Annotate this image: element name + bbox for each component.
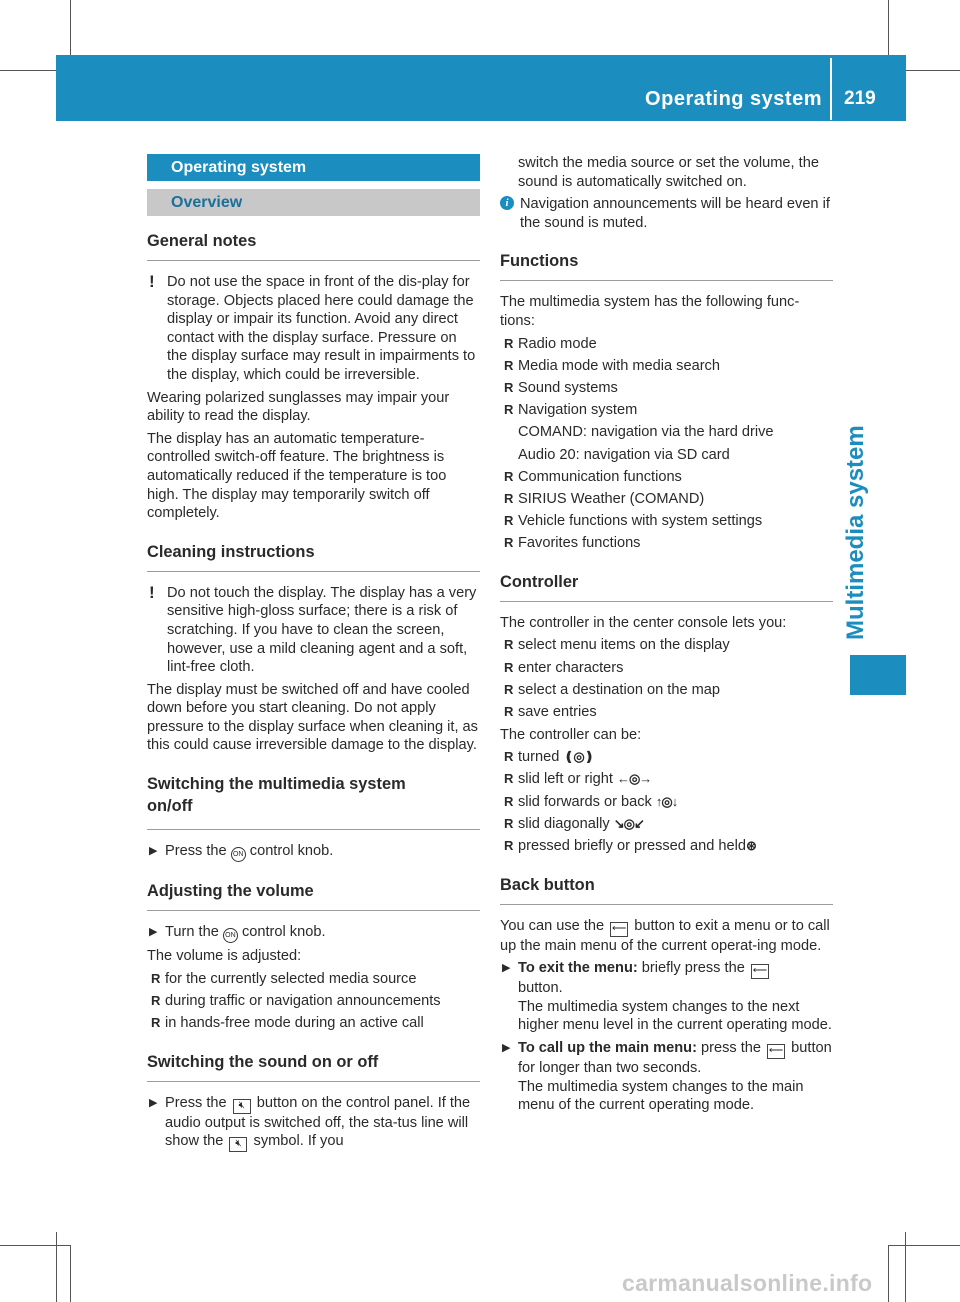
crop-mark <box>56 1232 57 1302</box>
back-icon: ⟵ <box>751 964 769 979</box>
list-item: R Favorites functions <box>504 535 641 552</box>
list-item: R select menu items on the display <box>504 637 730 654</box>
list-item: R slid left or right ←◎→ <box>504 771 652 788</box>
controller-slide-fb-icon: ↑◎↓ <box>655 793 678 809</box>
list-item: R for the currently selected media source <box>151 970 417 987</box>
controller-slide-diagonal-icon: ↘◎↙ <box>613 815 644 831</box>
warning-note: ! Do not use the space in front of the dis-play for storage. Objects placed here could damage the display or impair its function. Avoid any direct contact with the display surface. Pressure on the display surface may result in impairments to the display, which could be irreversible. <box>149 272 476 383</box>
paragraph: The display must be switched off and have cooled down before you start cleaning. Do not apply pressure to the display surface when cleaning it, as this could cause irreversible damage to the display. <box>147 681 478 754</box>
heading-back-button: Back button <box>500 874 833 905</box>
right-column <box>500 154 833 1119</box>
volume-list <box>147 970 480 1033</box>
watermark: carmanualsonline.info <box>622 1270 873 1296</box>
paragraph: The controller can be: <box>500 726 642 743</box>
controller-slide-lr-icon: ←◎→ <box>616 771 652 787</box>
section-title: Operating system <box>147 154 480 181</box>
list-item: R Sound systems <box>504 379 618 396</box>
paragraph: You can use the ⟵ button to exit a menu or to call up the main menu of the current operat-ing mode. <box>500 917 830 954</box>
back-icon: ⟵ <box>767 1044 785 1059</box>
paragraph: Wearing polarized sunglasses may impair your ability to read the display. <box>147 389 450 425</box>
list-subitem: COMAND: navigation via the hard drive <box>518 424 774 441</box>
page-header-title: Operating system <box>645 88 822 110</box>
heading-general-notes: General notes <box>147 230 480 261</box>
instruction-step: ▶ Turn the ON control knob. <box>147 923 480 943</box>
paragraph: The controller in the center console lets you: <box>500 614 787 631</box>
heading-functions: Functions <box>500 250 833 281</box>
left-column <box>147 154 480 1156</box>
crop-mark <box>0 1245 70 1246</box>
warning-icon: ! <box>149 582 155 602</box>
controller-uses-list <box>500 636 833 721</box>
heading-controller: Controller <box>500 571 833 602</box>
page-number: 219 <box>844 88 876 109</box>
paragraph: The display has an automatic temperature-controlled switch-off feature. The brightness is automatically reduced if the temperature is too high. The display may temporarily switch off completely. <box>147 430 447 522</box>
instruction-step: ▶ To exit the menu: briefly press the ⟵ button. The multimedia system changes to the next higher menu level in the current operating mode. <box>502 960 832 1034</box>
mute-icon: 🔇︎ <box>233 1099 251 1114</box>
paragraph: switch the media source or set the volume, the sound is automatically switched on. <box>518 155 819 190</box>
power-knob-icon: ON <box>223 928 238 943</box>
list-subitem: Audio 20: navigation via SD card <box>518 446 730 463</box>
list-item: R turned ❪◎❫ <box>504 749 594 766</box>
step-arrow-icon: ▶ <box>502 1041 511 1054</box>
subsection-title: Overview <box>147 189 480 216</box>
header-divider <box>830 58 832 120</box>
instruction-step: ▶ To call up the main menu: press the ⟵ button for longer than two seconds. The multimedia system changes to the main menu of the current operating mode. <box>502 1039 832 1114</box>
warning-icon: ! <box>149 272 155 291</box>
heading-volume: Adjusting the volume <box>147 880 480 911</box>
instruction-step: ▶ Press the ON control knob. <box>147 842 480 862</box>
back-icon: ⟵ <box>610 922 628 937</box>
list-item: R SIRIUS Weather (COMAND) <box>504 490 705 507</box>
step-arrow-icon: ▶ <box>502 962 511 975</box>
functions-list <box>500 335 833 553</box>
side-tab-label-box <box>842 425 882 880</box>
list-item: R during traffic or navigation announcements <box>151 992 441 1009</box>
controller-turn-icon: ❪◎❫ <box>563 749 594 765</box>
list-item: R select a destination on the map <box>504 681 721 698</box>
power-knob-icon: ON <box>231 847 246 862</box>
crop-mark <box>70 1245 71 1302</box>
crop-mark <box>888 1245 889 1302</box>
step-arrow-icon: ▶ <box>149 926 158 939</box>
warning-note: ! Do not touch the display. The display has a very sensitive high-gloss surface; there is a risk of scratching. If you have to clean the screen, however, use a mild cleaning agent and a soft, lint-free cloth. <box>149 582 477 676</box>
info-note: i Navigation announcements will be heard even if the sound is muted. <box>500 195 833 232</box>
list-item: R Vehicle functions with system settings <box>504 513 763 530</box>
paragraph: The multimedia system has the following func-tions: <box>500 294 800 329</box>
list-item: R slid forwards or back ↑◎↓ <box>504 793 678 810</box>
mute-icon: 🔇︎ <box>229 1137 247 1152</box>
step-arrow-icon: ▶ <box>149 1096 158 1109</box>
heading-sound: Switching the sound on or off <box>147 1051 480 1082</box>
heading-switching: Switching the multimedia system on/off <box>147 775 406 816</box>
list-item: R enter characters <box>504 659 624 676</box>
list-item: R Media mode with media search <box>504 357 720 374</box>
info-icon: i <box>500 196 514 210</box>
crop-mark <box>888 1245 960 1246</box>
list-item: R pressed briefly or pressed and held⊛ <box>504 837 756 854</box>
side-tab-label: Multimedia system <box>842 425 869 640</box>
paragraph: The volume is adjusted: <box>147 948 302 965</box>
list-item: R save entries <box>504 704 597 720</box>
heading-cleaning: Cleaning instructions <box>147 541 480 572</box>
controller-press-icon: ⊛ <box>745 837 756 853</box>
instruction-step: ▶ Press the 🔇︎ button on the control panel. If the audio output is switched off, the sta-tus line will show the 🔇︎ symbol. If you <box>147 1094 480 1153</box>
list-item: R Radio mode <box>504 335 597 352</box>
list-item: R in hands-free mode during an active call <box>151 1015 424 1032</box>
list-item: R Navigation system <box>504 402 638 419</box>
crop-mark <box>905 1232 906 1302</box>
list-item: R Communication functions <box>504 468 682 485</box>
controller-moves-list <box>500 748 833 855</box>
step-arrow-icon: ▶ <box>149 845 158 858</box>
list-item: R slid diagonally ↘◎↙ <box>504 815 644 832</box>
